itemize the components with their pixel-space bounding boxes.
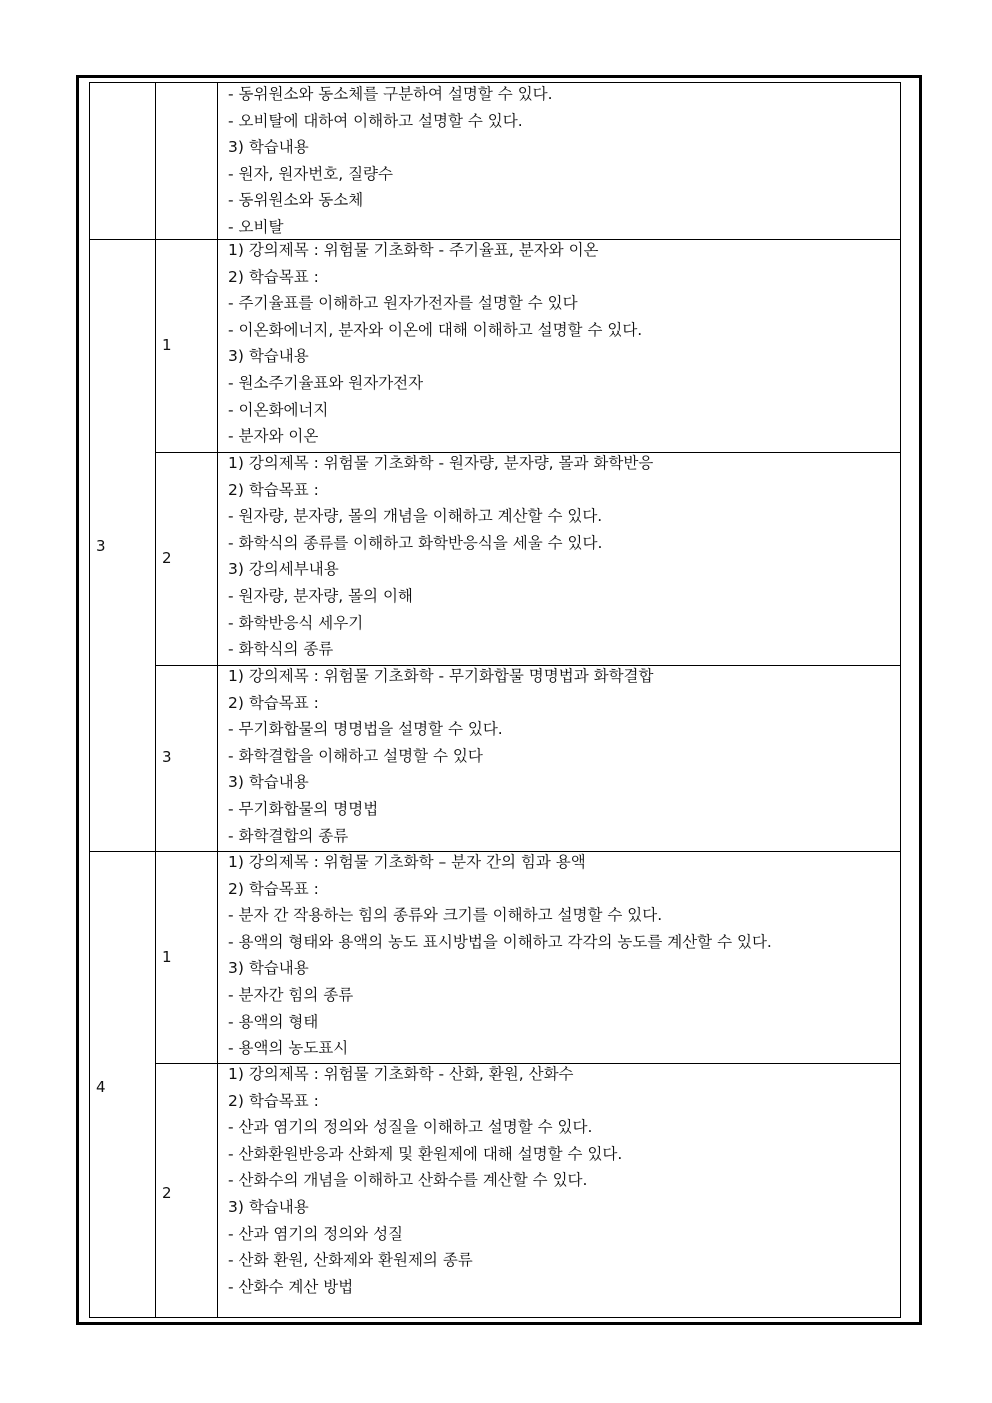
content-line: - 화학식의 종류를 이해하고 화학반응식을 세울 수 있다. — [228, 533, 603, 552]
content-line: - 주기율표를 이해하고 원자가전자를 설명할 수 있다 — [228, 294, 578, 313]
content-line: - 원자, 원자번호, 질량수 — [228, 164, 393, 183]
content-line: 3) 학습내용 — [228, 959, 309, 978]
content-line: 3) 학습내용 — [228, 773, 309, 792]
lecture-title: 1) 강의제목 : 위험물 기초화학 - 원자량, 분자량, 몰과 화학반응 — [228, 454, 654, 472]
content-line: 3) 학습내용 — [228, 138, 309, 157]
lecture-content — [228, 450, 888, 663]
lecture-content — [228, 81, 888, 241]
week-number: 3 — [96, 537, 106, 555]
content-line: - 무기화합물의 명명법을 설명할 수 있다. — [228, 720, 503, 739]
content-line: - 오비탈에 대하여 이해하고 설명할 수 있다. — [228, 111, 523, 130]
content-line: - 산화환원반응과 산화제 및 환원제에 대해 설명할 수 있다. — [228, 1144, 623, 1163]
content-line: - 원소주기율표와 원자가전자 — [228, 373, 424, 392]
lecture-title: 1) 강의제목 : 위험물 기초화학 - 무기화합물 명명법과 화학결합 — [228, 667, 654, 685]
lecture-content — [228, 1061, 888, 1300]
week-number: 4 — [96, 1078, 106, 1096]
content-line: 2) 학습목표 : — [228, 267, 319, 286]
content-line: - 화학식의 종류 — [228, 640, 334, 659]
content-line: - 산화수의 개념을 이해하고 산화수를 계산할 수 있다. — [228, 1171, 588, 1190]
content-line: - 산과 염기의 정의와 성질을 이해하고 설명할 수 있다. — [228, 1118, 593, 1137]
content-line: - 무기화합물의 명명법 — [228, 799, 379, 818]
content-line: - 오비탈 — [228, 217, 284, 236]
column-divider — [217, 83, 218, 1317]
content-line: - 화학결합을 이해하고 설명할 수 있다 — [228, 746, 483, 765]
content-line: 2) 학습목표 : — [228, 693, 319, 712]
session-number: 1 — [162, 336, 172, 354]
content-line: - 분자간 힘의 종류 — [228, 985, 354, 1004]
content-line: - 이온화에너지, 분자와 이온에 대해 이해하고 설명할 수 있다. — [228, 320, 643, 339]
session-number: 2 — [162, 549, 172, 567]
content-line: 3) 학습내용 — [228, 1197, 309, 1216]
lecture-content — [228, 663, 888, 849]
content-line: - 동위원소와 동소체 — [228, 191, 364, 210]
content-line: - 동위원소와 동소체를 구분하여 설명할 수 있다. — [228, 85, 553, 103]
content-line: - 분자와 이온 — [228, 427, 319, 446]
content-line: - 용액의 형태 — [228, 1012, 319, 1031]
content-line: 3) 강의세부내용 — [228, 560, 339, 579]
content-line: - 화학반응식 세우기 — [228, 613, 364, 632]
lecture-title: 1) 강의제목 : 위험물 기초화학 – 분자 간의 힘과 용액 — [228, 853, 586, 871]
content-line: - 산화수 계산 방법 — [228, 1277, 354, 1296]
syllabus-table — [89, 82, 901, 1318]
lecture-content — [228, 849, 888, 1062]
lecture-content — [228, 237, 888, 450]
content-line: - 용액의 농도표시 — [228, 1039, 349, 1058]
content-line: - 이온화에너지 — [228, 400, 329, 419]
page-frame — [76, 75, 922, 1325]
content-line: - 원자량, 분자량, 몰의 이해 — [228, 586, 413, 605]
content-line: 2) 학습목표 : — [228, 480, 319, 499]
content-line: - 산화 환원, 산화제와 환원제의 종류 — [228, 1251, 473, 1270]
content-line: 3) 학습내용 — [228, 347, 309, 366]
session-number: 2 — [162, 1184, 172, 1202]
content-line: 2) 학습목표 : — [228, 1091, 319, 1110]
content-line: 2) 학습목표 : — [228, 879, 319, 898]
column-divider — [155, 83, 156, 1317]
content-line: - 산과 염기의 정의와 성질 — [228, 1224, 404, 1243]
lecture-title: 1) 강의제목 : 위험물 기초화학 - 주기율표, 분자와 이온 — [228, 241, 599, 259]
content-line: - 분자 간 작용하는 힘의 종류와 크기를 이해하고 설명할 수 있다. — [228, 906, 663, 925]
session-number: 1 — [162, 948, 172, 966]
session-number: 3 — [162, 748, 172, 766]
content-line: - 원자량, 분자량, 몰의 개념을 이해하고 계산할 수 있다. — [228, 507, 603, 526]
lecture-title: 1) 강의제목 : 위험물 기초화학 - 산화, 환원, 산화수 — [228, 1065, 574, 1083]
content-line: - 화학결합의 종류 — [228, 826, 349, 845]
content-line: - 용액의 형태와 용액의 농도 표시방법을 이해하고 각각의 농도를 계산할 수 있다. — [228, 932, 772, 951]
